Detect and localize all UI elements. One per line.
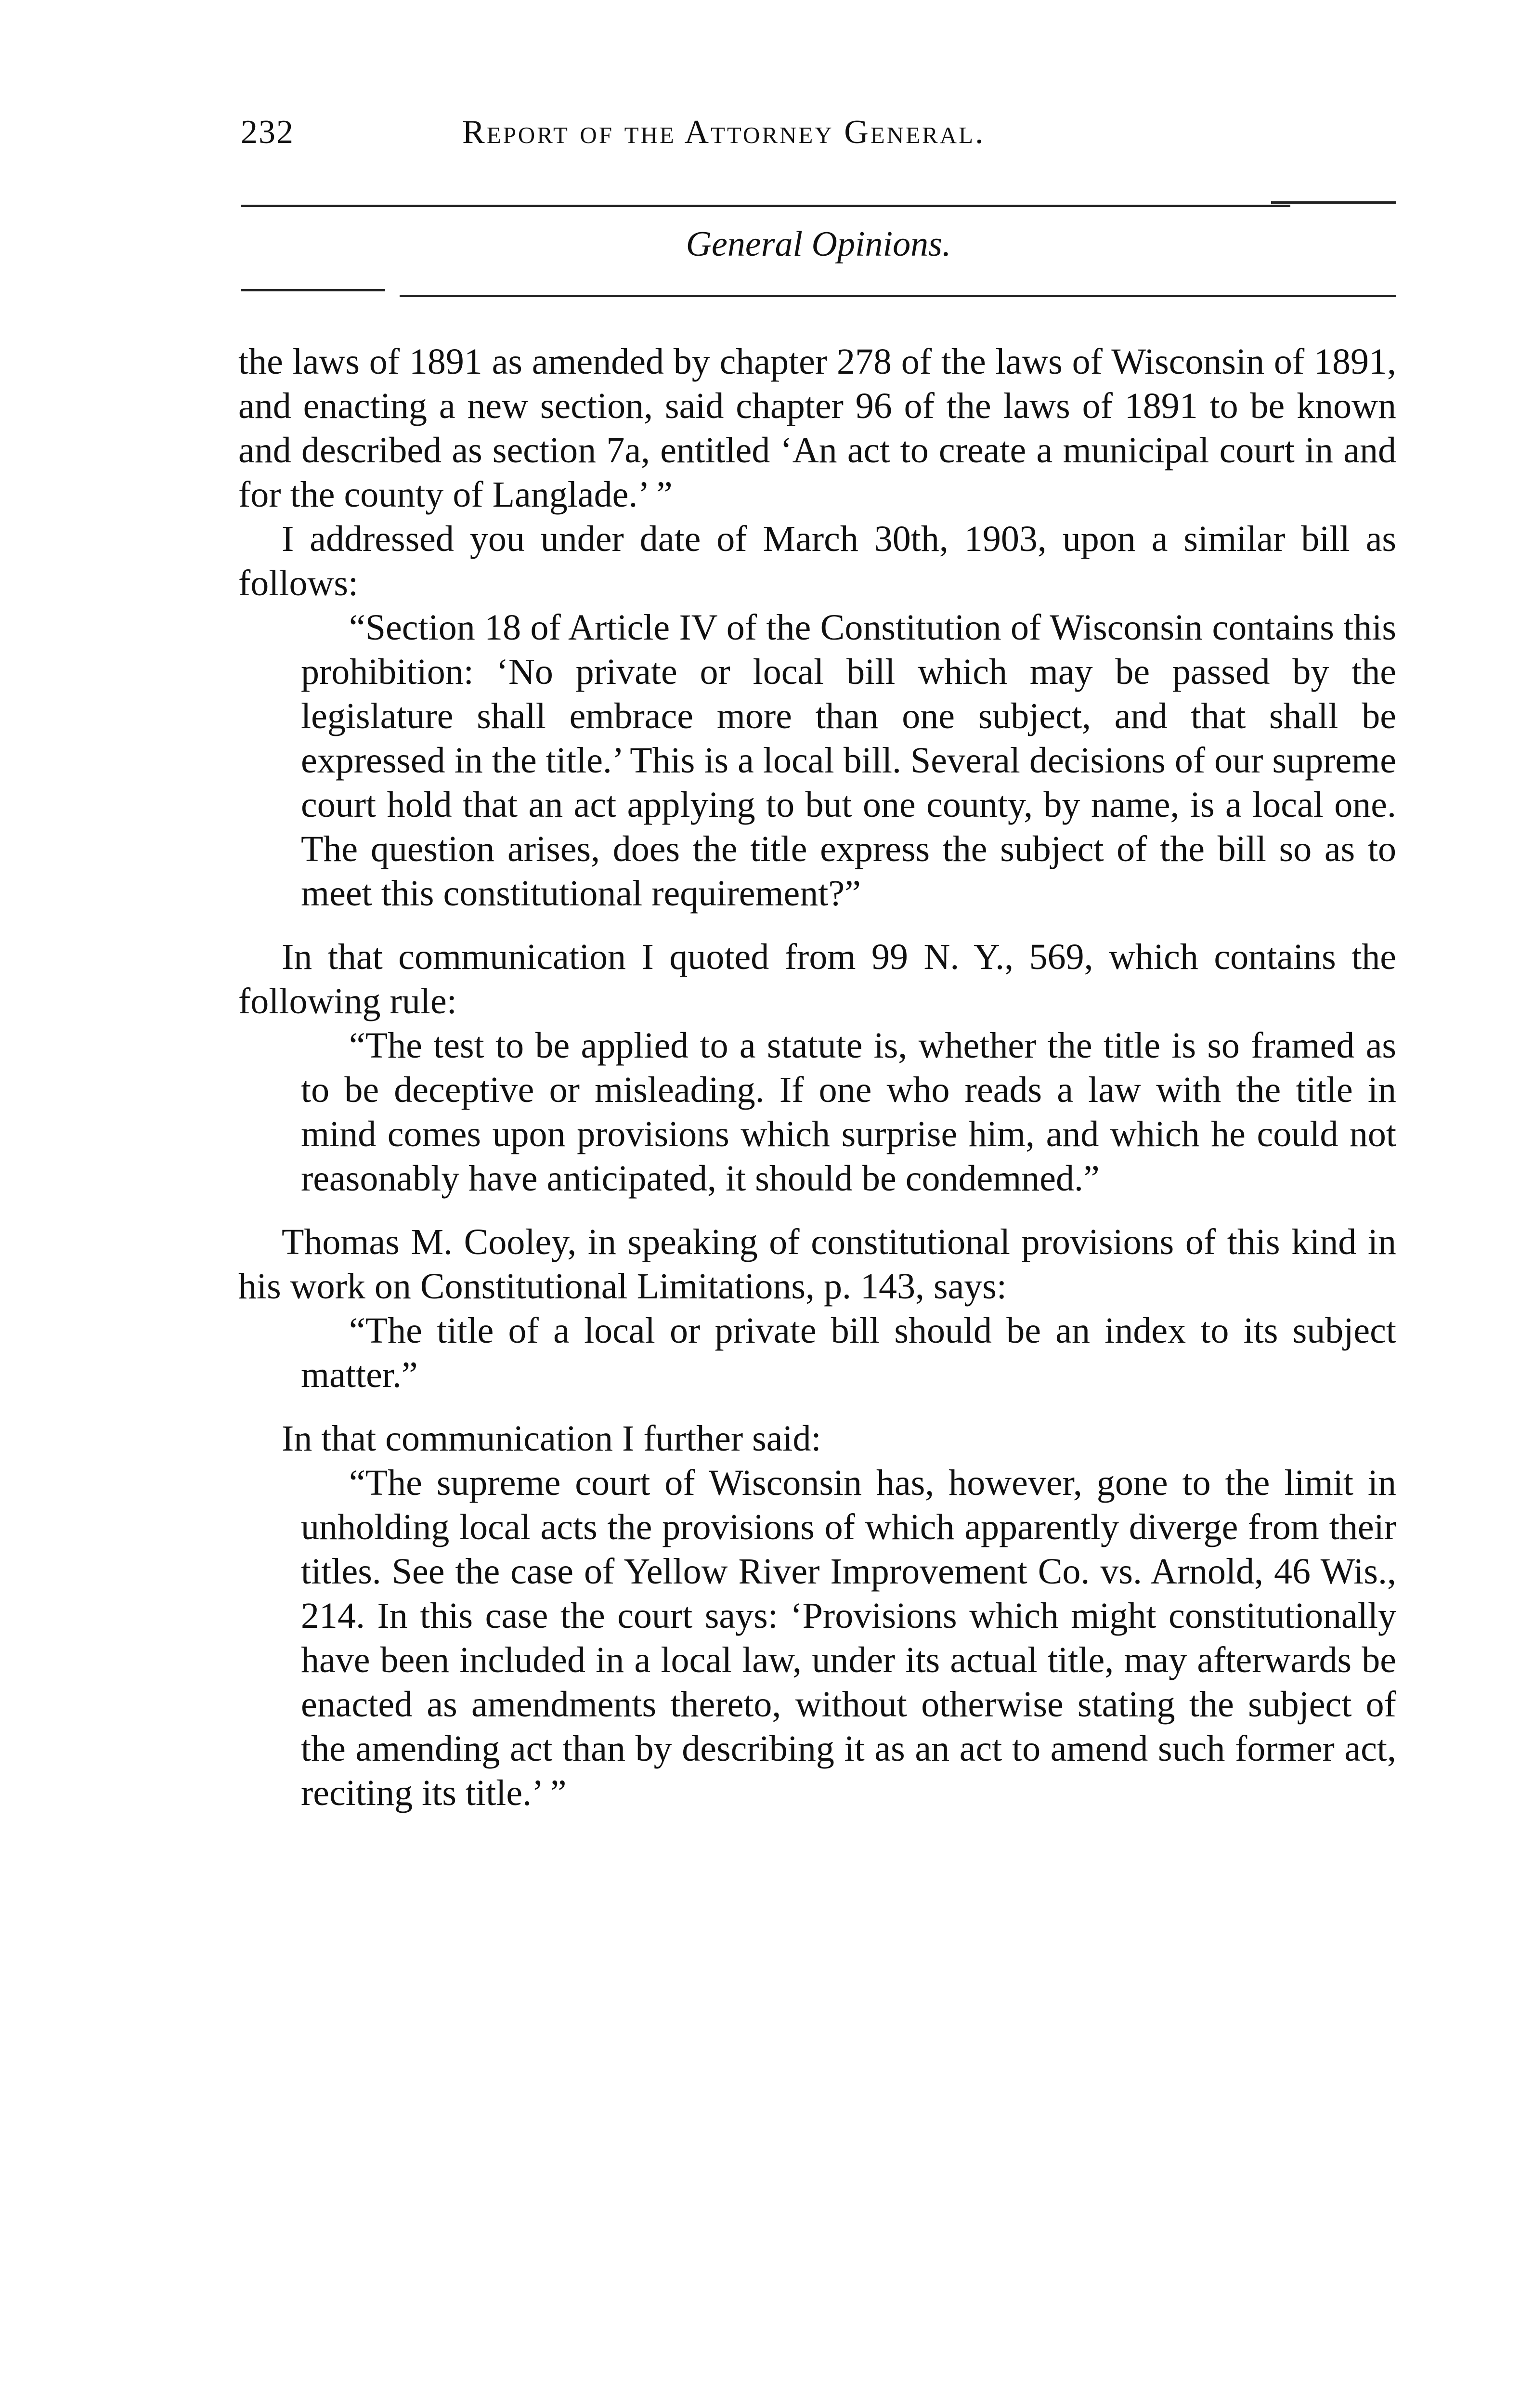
running-head bbox=[241, 113, 1406, 166]
quote-section-18: “Section 18 of Article IV of the Constitution of Wisconsin contains this prohibition: ‘No private or local bill which may be passed by the legislature shall embrace more than one subject, and that shall be expressed in the title.’ This is a local bill. Several decisions of our supreme court hold that an act applying to but one county, by name, is a local one. The question arises, does the title express the subject of the bill so as to meet this constitutional requirement?” bbox=[301, 607, 1396, 914]
header-rule-bottom bbox=[400, 295, 1396, 297]
paragraph-addressed: I addressed you under date of March 30th, 1903, upon a similar bill as follows: bbox=[238, 519, 1396, 603]
page-number: 232 bbox=[241, 114, 294, 151]
quote-cooley: “The title of a local or private bill should be an index to its subject matter.” bbox=[301, 1310, 1396, 1395]
body-text bbox=[238, 340, 1396, 1815]
paragraph-continuation: the laws of 1891 as amended by chapter 278 of the laws of Wisconsin of 1891, and enacting a new section, said chapter 96 of the laws of 1891 to be known and described as section 7a, entitled ‘An act to create a municipal court in and for the county of Langlade.’ ” bbox=[238, 341, 1396, 515]
header-rule-top bbox=[241, 205, 1290, 207]
running-title: Report of the Attorney General. bbox=[462, 114, 986, 151]
paragraph-further-said: In that communication I further said: bbox=[282, 1418, 821, 1459]
section-subtitle: General Opinions. bbox=[686, 224, 951, 264]
header-rule-bottom-left bbox=[241, 289, 385, 291]
quote-supreme-court: “The supreme court of Wisconsin has, however, gone to the limit in unholding local acts the provisions of which apparently diverge from their titles. See the case of Yellow River Improvement Co. vs. Arnold, 46 Wis., 214. In this case the court says: ‘Provisions which might constitutionally have been included in a local law, under its actual title, may afterwards be enacted as amendments thereto, without otherwise stating the subject of the amending act than by describing it as an act to amend such former act, reciting its title.’ ” bbox=[301, 1463, 1396, 1813]
paragraph-quoted-ny: In that communication I quoted from 99 N. Y., 569, which contains the following rule: bbox=[238, 937, 1396, 1021]
paragraph-cooley: Thomas M. Cooley, in speaking of constitutional provisions of this kind in his work on Constitutional Limitations, p. 143, says: bbox=[238, 1222, 1396, 1307]
quote-test-rule: “The test to be applied to a statute is, whether the title is so framed as to be deceptive or misleading. If one who reads a law with the title in mind comes upon provisions which surprise him, and which he could not reasonably have anticipated, it should be condemned.” bbox=[301, 1025, 1396, 1199]
header-rule-top-right bbox=[1271, 201, 1396, 204]
